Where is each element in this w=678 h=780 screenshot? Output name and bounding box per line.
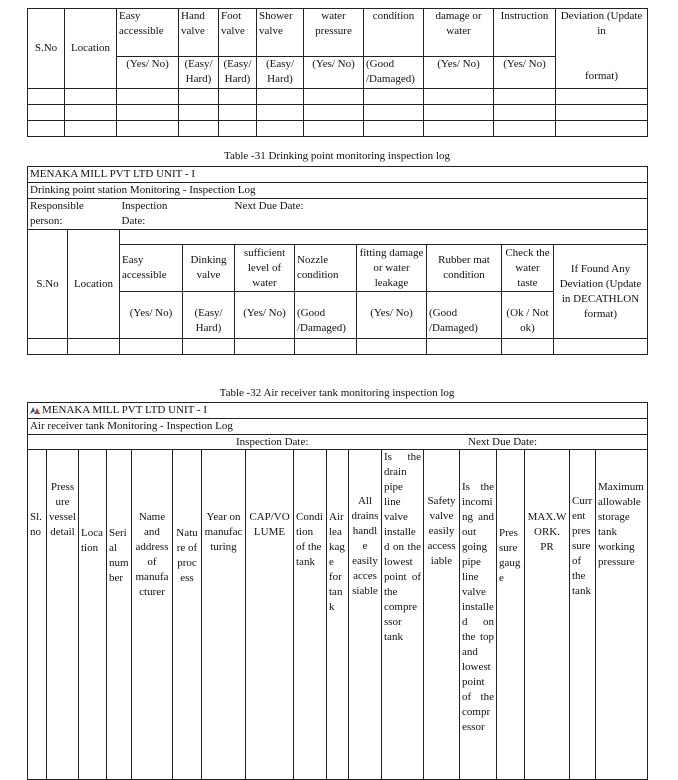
col-header: Hand valve <box>179 9 219 57</box>
col-header: Dinking valve <box>183 245 235 292</box>
col-header: Maximum allowable storage tank working pressure <box>596 450 648 780</box>
log-subtitle: Air receiver tank Monitoring - Inspection Log <box>28 419 648 435</box>
col-header: Shower valve <box>257 9 304 57</box>
col-header: Safety valve easily accessiable <box>424 450 460 780</box>
table-31-caption: Table -31 Drinking point monitoring inspection log <box>224 150 450 162</box>
col-header: Air leakage for tank <box>327 450 349 780</box>
inspection-date-label: Inspection Date: <box>236 436 309 448</box>
col-header: Pressure vessel detail <box>47 450 79 780</box>
sno-header: S.No <box>28 9 65 89</box>
col-header: Sl. no <box>28 450 47 780</box>
header-spacer <box>120 230 648 245</box>
option: (Yes/ No) <box>357 292 427 339</box>
deviation-label: Deviation (Update in <box>560 10 643 37</box>
col-header: water pressure <box>304 9 364 57</box>
table-32-caption: Table -32 Air receiver tank monitoring inspection log <box>219 387 455 399</box>
option: (Good /Damaged) <box>364 57 424 89</box>
location-header: Location <box>68 230 120 339</box>
air-receiver-table <box>27 402 648 780</box>
log-subtitle: Drinking point station Monitoring - Inspection Log <box>28 183 648 199</box>
col-header: damage or water <box>424 9 494 57</box>
option: (Yes/ No) <box>494 57 556 89</box>
col-header: Name and address of manufacturer <box>132 450 173 780</box>
table-row <box>28 105 648 121</box>
option: (Easy/ Hard) <box>219 57 257 89</box>
inspection-date-label: Inspection Date: <box>121 200 168 227</box>
deviation-header <box>556 9 648 89</box>
col-header: Rubber mat condition <box>427 245 502 292</box>
col-header: Instruction <box>494 9 556 57</box>
col-header: Nature of process <box>173 450 202 780</box>
col-header: Is the incoming and out going pipe line valve installed on the top and lowest point of the compressor <box>460 450 497 780</box>
deviation-header: If Found Any Deviation (Update in DECATHLON format) <box>554 245 648 339</box>
table-row <box>28 121 648 137</box>
option: (Yes/ No) <box>424 57 494 89</box>
col-header: Serial number <box>107 450 132 780</box>
company-name: MENAKA MILL PVT LTD UNIT - I <box>42 404 207 416</box>
dates-cell <box>120 199 648 230</box>
dates-row <box>28 435 648 450</box>
col-header: Nozzle condition <box>295 245 357 292</box>
option: (Good /Damaged) <box>295 292 357 339</box>
col-header: fitting damage or water leakage <box>357 245 427 292</box>
col-header: Easy accessible <box>120 245 183 292</box>
responsible-person-label: Responsible person: <box>28 199 120 230</box>
option: (Yes/ No) <box>117 57 179 89</box>
option: (Easy/ Hard) <box>179 57 219 89</box>
col-header: condition <box>364 9 424 57</box>
option: (Easy/ Hard) <box>183 292 235 339</box>
col-header: Condition of the tank <box>294 450 327 780</box>
option: (Yes/ No) <box>304 57 364 89</box>
company-row <box>28 403 648 419</box>
col-header: MAX.WORK. PR <box>525 450 570 780</box>
col-header: Check the water taste <box>502 245 554 292</box>
col-header: Location <box>79 450 107 780</box>
next-due-date-label: Next Due Date: <box>468 436 538 448</box>
col-header: sufficient level of water <box>235 245 295 292</box>
col-header: Foot valve <box>219 9 257 57</box>
col-header: Is the drain pipe line valve installed on the lowest point of the compressor tank <box>382 450 424 780</box>
sno-header: S.No <box>28 230 68 339</box>
col-header: All drains handle easily accessiable <box>349 450 382 780</box>
option: (Easy/ Hard) <box>257 57 304 89</box>
company-name: MENAKA MILL PVT LTD UNIT - I <box>28 167 648 183</box>
option: (Good /Damaged) <box>427 292 502 339</box>
location-header: Location <box>65 9 117 89</box>
col-header: Easy accessible <box>117 9 179 57</box>
deviation-format: format) <box>585 70 618 82</box>
company-logo-icon <box>30 406 40 414</box>
drinking-point-table <box>27 166 648 355</box>
option: (Yes/ No) <box>235 292 295 339</box>
col-header: Current pressure of the tank <box>570 450 596 780</box>
table-row <box>28 89 648 105</box>
next-due-date-label: Next Due Date: <box>234 200 304 212</box>
col-header: Year on manufacturing <box>202 450 246 780</box>
option: (Ok / Not ok) <box>502 292 554 339</box>
option: (Yes/ No) <box>120 292 183 339</box>
shower-monitoring-table <box>27 8 648 137</box>
col-header: CAP/VOLUME <box>246 450 294 780</box>
col-header: Pressure gauge <box>497 450 525 780</box>
table-row <box>28 339 648 355</box>
